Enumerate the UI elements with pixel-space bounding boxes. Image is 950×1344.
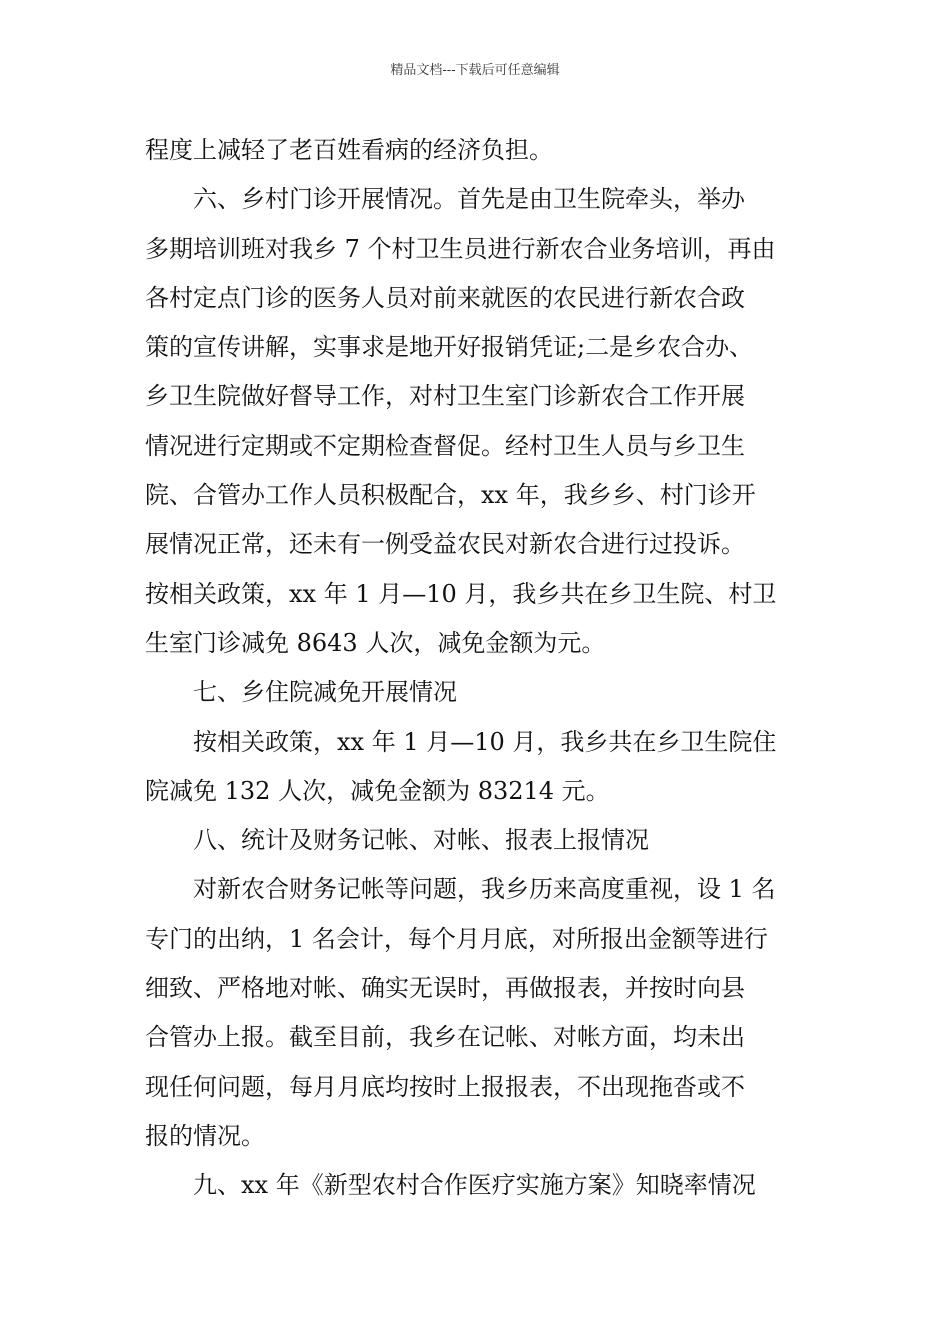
text-line: 合管办上报。截至目前，我乡在记帐、对帐方面，均未出 bbox=[145, 1023, 745, 1052]
text-line: 现任何问题，每月月底均按时上报报表，不出现拖沓或不 bbox=[145, 1072, 745, 1101]
text-line: 院减免 132 人次，减免金额为 83214 元。 bbox=[145, 776, 610, 805]
text-line: 报的情况。 bbox=[145, 1121, 265, 1150]
text-line: 生室门诊减免 8643 人次，减免金额为元。 bbox=[145, 628, 606, 657]
section-heading-6: 六、乡村门诊开展情况。首先是由卫生院牵头，举办 bbox=[193, 185, 745, 214]
section-heading-7: 七、乡住院减免开展情况 bbox=[193, 678, 457, 707]
page-header: 精品文档---下载后可任意编辑 bbox=[390, 63, 560, 78]
text-line: 程度上减轻了老百姓看病的经济负担。 bbox=[145, 136, 553, 164]
section-heading-8: 八、统计及财务记帐、对帐、报表上报情况 bbox=[193, 826, 649, 855]
text-line: 专门的出纳，1 名会计，每个月月底，对所报出金额等进行 bbox=[145, 924, 768, 953]
document-body bbox=[145, 126, 810, 1211]
text-line: 展情况正常，还未有一例受益农民对新农合进行过投诉。 bbox=[145, 530, 745, 559]
text-line: 情况进行定期或不定期检查督促。经村卫生人员与乡卫生 bbox=[145, 431, 745, 460]
text-line: 按相关政策，xx 年 1 月—10 月，我乡共在乡卫生院住 bbox=[193, 727, 777, 756]
text-line: 多期培训班对我乡 7 个村卫生员进行新农合业务培训，再由 bbox=[145, 234, 776, 263]
text-line: 各村定点门诊的医务人员对前来就医的农民进行新农合政 bbox=[145, 283, 745, 312]
text-line: 细致、严格地对帐、确实无误时，再做报表，并按时向县 bbox=[145, 974, 745, 1003]
text-line: 按相关政策，xx 年 1 月—10 月，我乡共在乡卫生院、村卫 bbox=[145, 579, 777, 608]
text-line: 乡卫生院做好督导工作，对村卫生室门诊新农合工作开展 bbox=[145, 382, 745, 411]
section-heading-9: 九、xx 年《新型农村合作医疗实施方案》知晓率情况 bbox=[193, 1171, 756, 1200]
text-line: 对新农合财务记帐等问题，我乡历来高度重视，设 1 名 bbox=[193, 875, 776, 904]
text-line: 院、合管办工作人员积极配合，xx 年，我乡乡、村门诊开 bbox=[145, 481, 756, 510]
text-line: 策的宣传讲解，实事求是地开好报销凭证;二是乡农合办、 bbox=[145, 333, 754, 362]
